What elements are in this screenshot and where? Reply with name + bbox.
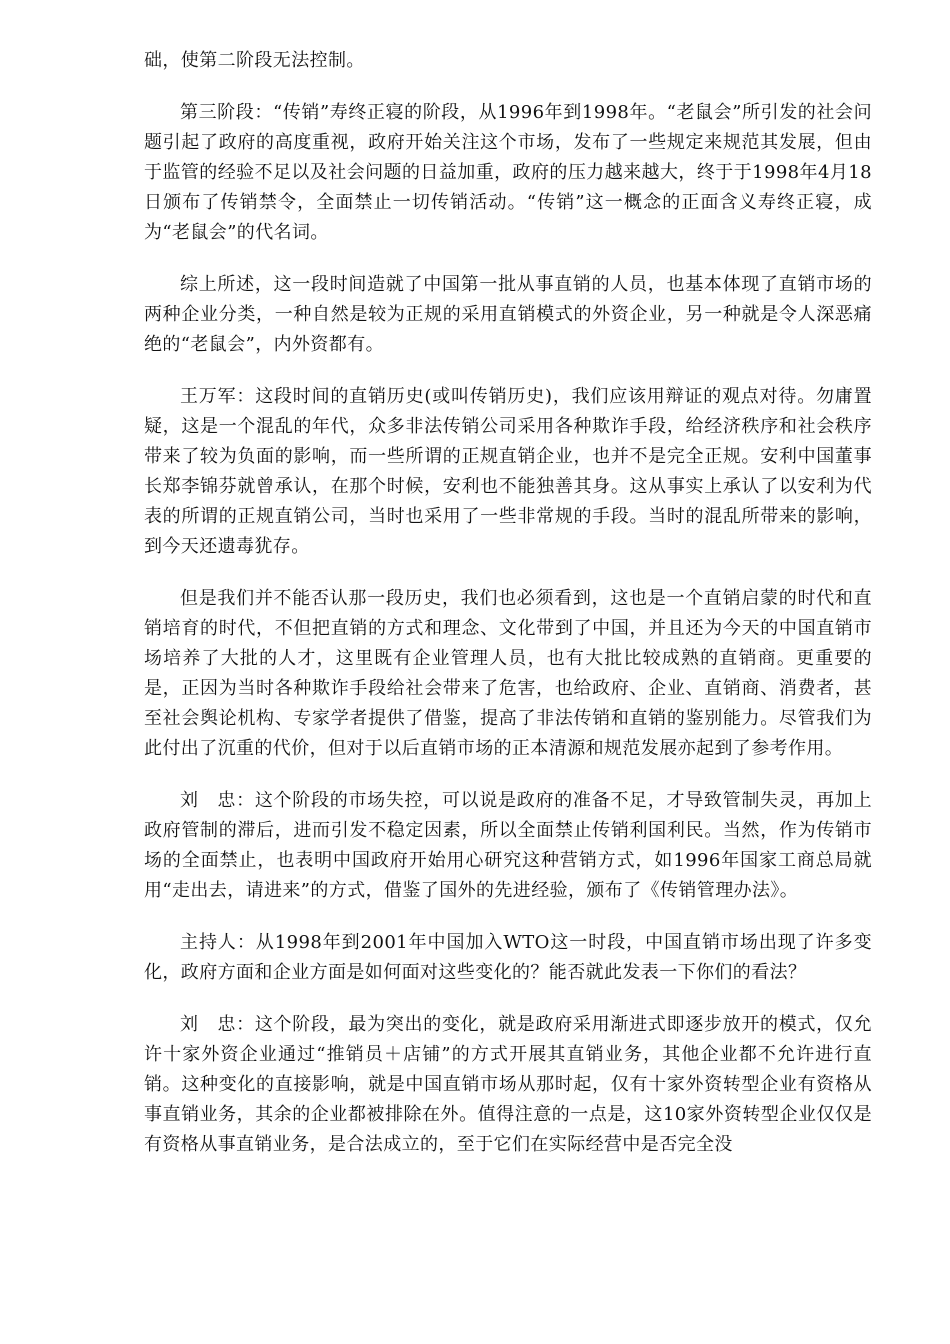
paragraph-6: 刘 忠：这个阶段的市场失控，可以说是政府的准备不足，才导致管制失灵，再加上政府管制的滞后，进而引发不稳定因素，所以全面禁止传销利国利民。当然，作为传销市场的全面禁止，也表明中国政府开始用心研究这种营销方式，如1996年国家工商总局就用“走出去，请进来”的方式，借鉴了国外的先进经验，颁布了《传销管理办法》。 [144,790,872,901]
document-page [144,46,872,1182]
paragraph-7: 主持人：从1998年到2001年中国加入WTO这一时段，中国直销市场出现了许多变化，政府方面和企业方面是如何面对这些变化的？能否就此发表一下你们的看法？ [144,932,872,983]
paragraph-5: 但是我们并不能否认那一段历史，我们也必须看到，这也是一个直销启蒙的时代和直销培育的时代，不但把直销的方式和理念、文化带到了中国，并且还为今天的中国直销市场培养了大批的人才，这里既有企业管理人员，也有大批比较成熟的直销商。更重要的是，正因为当时各种欺诈手段给社会带来了危害，也给政府、企业、直销商、消费者，甚至社会舆论机构、专家学者提供了借鉴，提高了非法传销和直销的鉴别能力。尽管我们为此付出了沉重的代价，但对于以后直销市场的正本清源和规范发展亦起到了参考作用。 [144,588,872,759]
paragraph-1: 础，使第二阶段无法控制。 [144,50,365,71]
paragraph-3: 综上所述，这一段时间造就了中国第一批从事直销的人员，也基本体现了直销市场的两种企业分类，一种自然是较为正规的采用直销模式的外资企业，另一种就是令人深恶痛绝的“老鼠会”，内外资都有。 [144,274,872,355]
paragraph-4: 王万军：这段时间的直销历史(或叫传销历史)，我们应该用辩证的观点对待。勿庸置疑，这是一个混乱的年代，众多非法传销公司采用各种欺诈手段，给经济秩序和社会秩序带来了较为负面的影响，而一些所谓的正规直销企业，也并不是完全正规。安利中国董事长郑李锦芬就曾承认，在那个时候，安利也不能独善其身。这从事实上承认了以安利为代表的所谓的正规直销公司，当时也采用了一些非常规的手段。当时的混乱所带来的影响，到今天还遗毒犹存。 [144,386,872,557]
paragraph-2: 第三阶段：“传销”寿终正寝的阶段，从1996年到1998年。“老鼠会”所引发的社会问题引起了政府的高度重视，政府开始关注这个市场，发布了一些规定来规范其发展，但由于监管的经验不足以及社会问题的日益加重，政府的压力越来越大，终于于1998年4月18日颁布了传销禁令，全面禁止一切传销活动。“传销”这一概念的正面含义寿终正寝，成为“老鼠会”的代名词。 [144,102,872,243]
paragraph-8: 刘 忠：这个阶段，最为突出的变化，就是政府采用渐进式即逐步放开的模式，仅允许十家外资企业通过“推销员＋店铺”的方式开展其直销业务，其他企业都不允许进行直销。这种变化的直接影响，就是中国直销市场从那时起，仅有十家外资转型企业有资格从事直销业务，其余的企业都被排除在外。值得注意的一点是，这10家外资转型企业仅仅是有资格从事直销业务，是合法成立的，至于它们在实际经营中是否完全没 [144,1014,872,1155]
